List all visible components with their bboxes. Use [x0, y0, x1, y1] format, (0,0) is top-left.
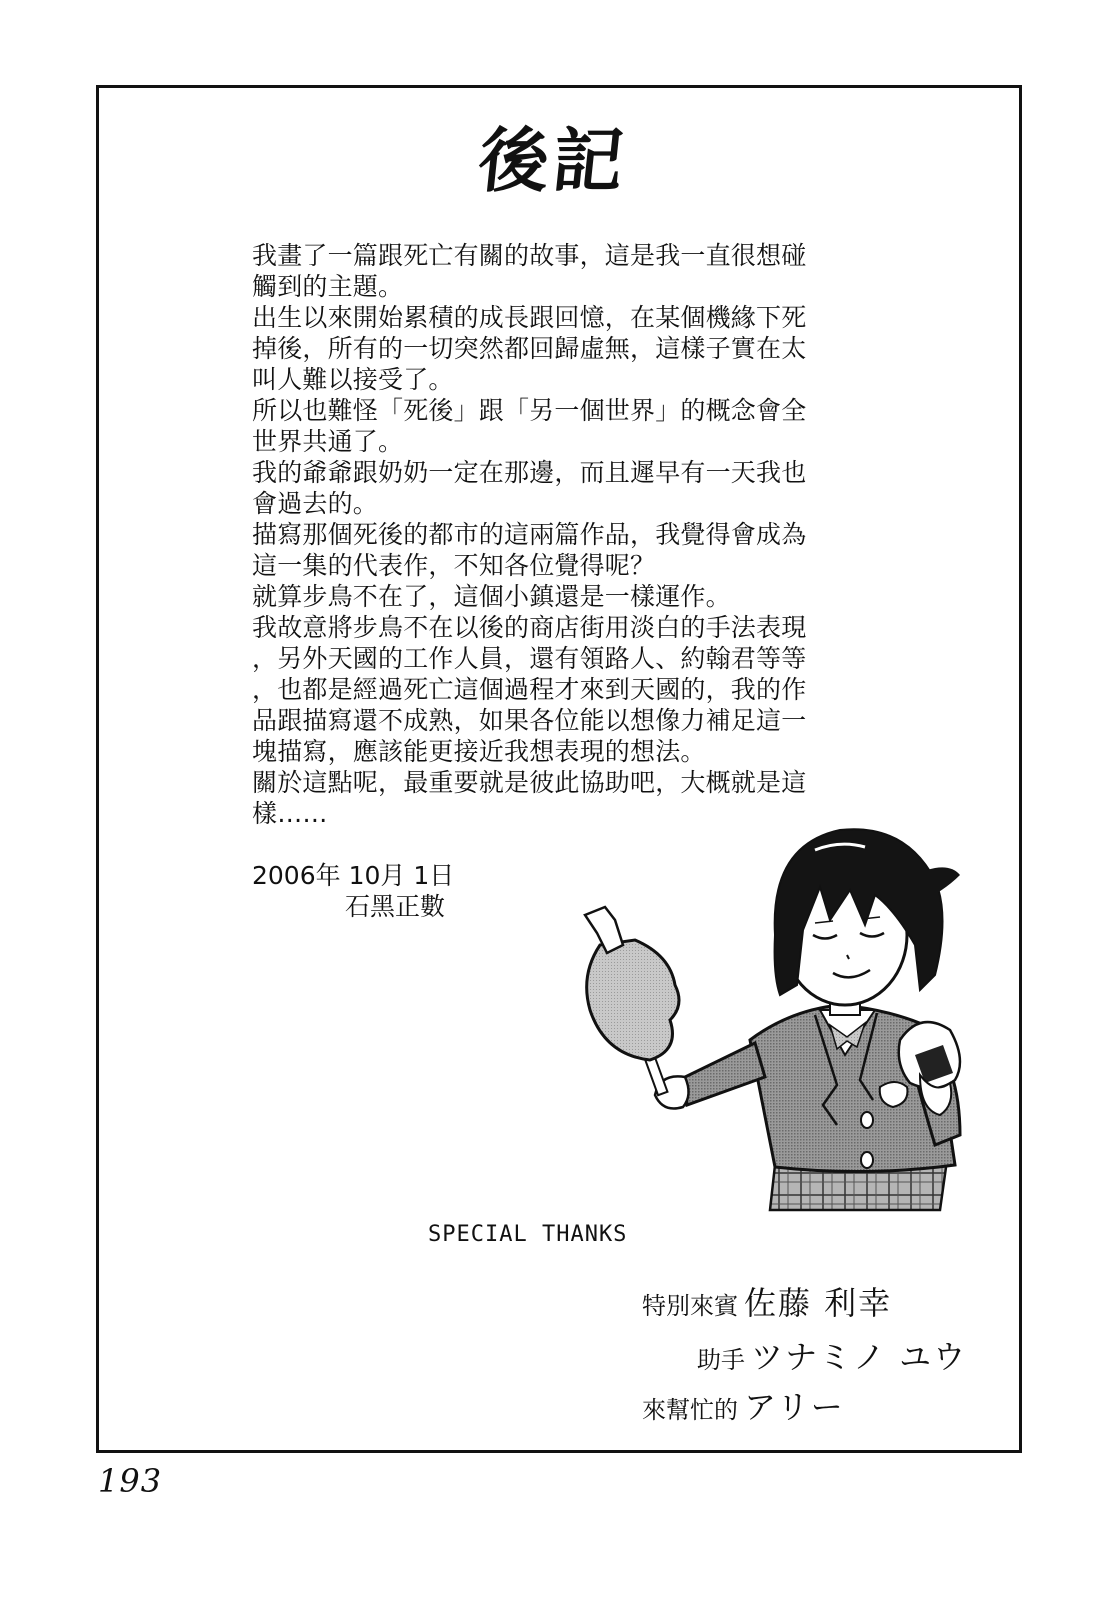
- credit-assistant: [697, 1332, 967, 1378]
- body-line: 關於這點呢，最重要就是彼此協助吧，大概就是這: [252, 768, 807, 797]
- afterword-body: [252, 240, 872, 829]
- body-line: 我的爺爺跟奶奶一定在那邊，而且遲早有一天我也: [252, 458, 807, 487]
- body-line: 觸到的主題。: [252, 272, 404, 301]
- credit-role: 來幫忙的: [642, 1396, 738, 1424]
- signature-author: 石黑正數: [345, 892, 446, 921]
- body-line: 世界共通了。: [252, 427, 404, 456]
- special-thanks-heading: SPECIAL THANKS: [428, 1222, 628, 1247]
- page-number: 193: [98, 1462, 163, 1500]
- body-line: 叫人難以接受了。: [252, 365, 454, 394]
- body-line: 所以也難怪「死後」跟「另一個世界」的概念會全: [252, 396, 807, 425]
- credit-name: アリー: [744, 1388, 845, 1426]
- credit-helper: [642, 1382, 845, 1428]
- body-line: 這一集的代表作，不知各位覺得呢？: [252, 551, 656, 580]
- signature-date: 2006年 10月 1日: [252, 861, 455, 890]
- body-line: 品跟描寫還不成熟，如果各位能以想像力補足這一: [252, 706, 807, 735]
- credit-role: 特別來賓: [642, 1292, 738, 1320]
- body-line: 掉後，所有的一切突然都回歸虛無，這樣子實在太: [252, 334, 807, 363]
- body-line: 我故意將步鳥不在以後的商店街用淡白的手法表現: [252, 613, 807, 642]
- character-illustration: [575, 815, 995, 1215]
- body-line: ，另外天國的工作人員，還有領路人、約翰君等等: [252, 644, 807, 673]
- body-line: 出生以來開始累積的成長跟回憶，在某個機緣下死: [252, 303, 807, 332]
- body-line: 就算步鳥不在了，這個小鎮還是一樣運作。: [252, 582, 731, 611]
- credit-role: 助手: [697, 1346, 745, 1374]
- body-line: 樣……: [252, 799, 328, 828]
- body-line: 會過去的。: [252, 489, 379, 518]
- body-line: 塊描寫，應該能更接近我想表現的想法。: [252, 737, 706, 766]
- body-line: 我畫了一篇跟死亡有關的故事，這是我一直很想碰: [252, 241, 807, 270]
- credit-special-guest: [642, 1278, 892, 1324]
- body-line: ，也都是經過死亡這個過程才來到天國的，我的作: [252, 675, 807, 704]
- credit-name: 佐藤 利幸: [744, 1284, 893, 1322]
- credit-name: ツナミノ ユウ: [751, 1338, 968, 1376]
- body-line: 描寫那個死後的都市的這兩篇作品，我覺得會成為: [252, 520, 807, 549]
- page-title: 後記: [474, 120, 632, 202]
